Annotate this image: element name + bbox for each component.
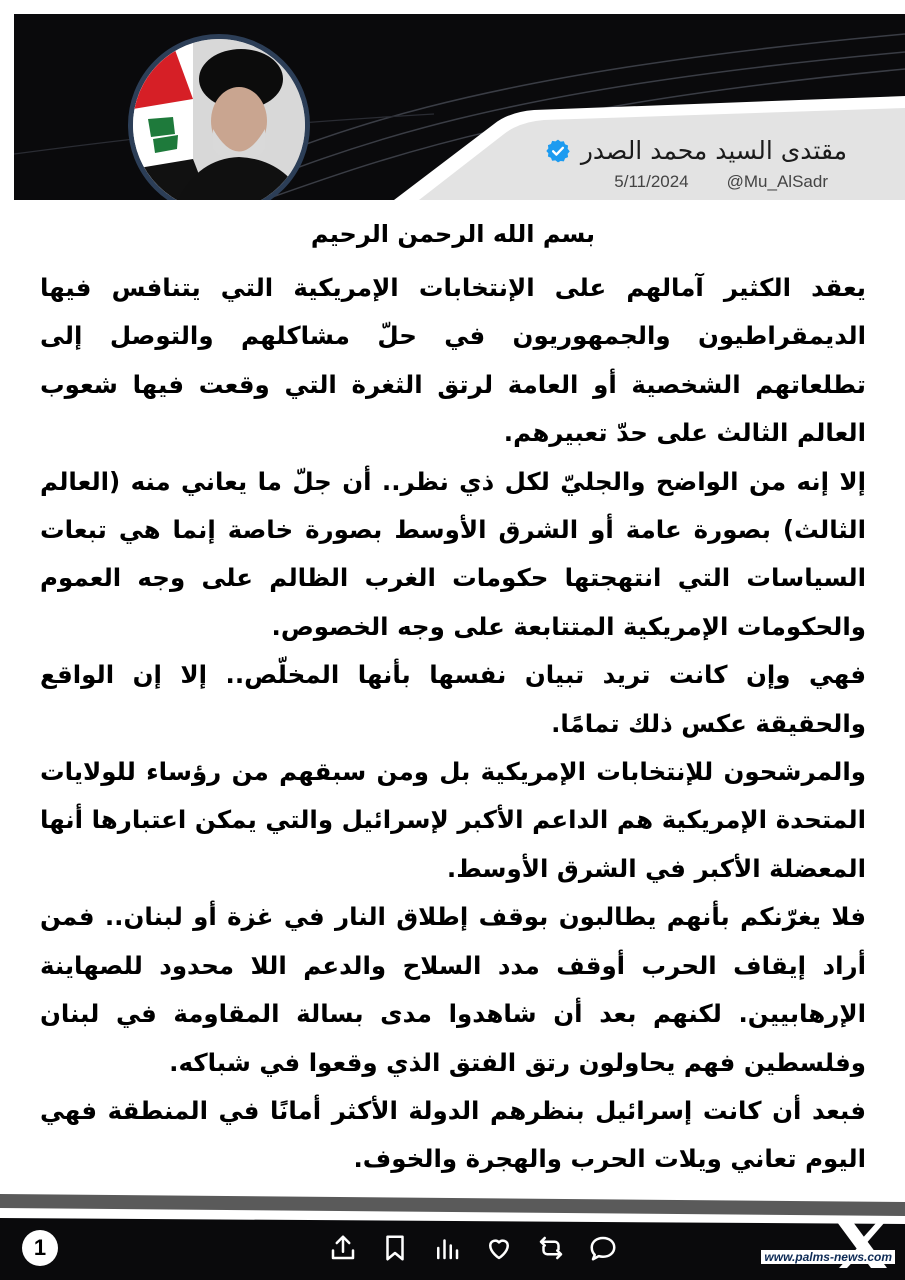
paragraph: فبعد أن كانت إسرائيل بنظرهم الدولة الأكثر أمانًا في المنطقة فهي اليوم تعاني ويلات الحرب والهجرة والخوف. [40, 1095, 866, 1174]
user-handle[interactable]: @Mu_AlSadr [726, 172, 828, 191]
post-text [40, 264, 866, 1184]
action-bar [328, 1233, 618, 1263]
page-number: 1 [22, 1230, 58, 1266]
repost-icon[interactable] [536, 1233, 566, 1263]
share-icon[interactable] [328, 1233, 358, 1263]
paragraph: فهي وإن كانت تريد تبيان نفسها بأنها المخلّص.. إلا إن الواقع والحقيقة عكس ذلك تمامًا. [40, 660, 866, 738]
post-date: 5/11/2024 [614, 172, 689, 191]
watermark-site: www.palms-news.com [761, 1250, 895, 1264]
paragraph: يعقد الكثير آمالهم على الإنتخابات الإمريكية التي يتنافس فيها الديمقراطيون والجمهوريون في حلّ مشاكلهم والتوصل إلى تطلعاتهم الشخصية أو العامة لرتق الثغرة التي وقعت فيها شعوب العالم الثالث على حدّ تعبيرهم. [40, 273, 866, 448]
paragraph: والمرشحون للإنتخابات الإمريكية بل ومن سبقهم من رؤساء للولايات المتحدة الإمريكية هم الداعم الأكبر لإسرائيل والتي يمكن اعتبارها أنها المعضلة الأكبر في الشرق الأوسط. [40, 757, 866, 883]
verified-badge-icon [545, 138, 571, 164]
meta-row [614, 172, 828, 192]
reply-icon[interactable] [588, 1233, 618, 1263]
display-name[interactable]: مقتدى السيد محمد الصدر [580, 136, 847, 165]
bookmark-icon[interactable] [380, 1233, 410, 1263]
paragraph: فلا يغرّنكم بأنهم يطالبون بوقف إطلاق النار في غزة أو لبنان.. فمن أراد إيقاف الحرب أوقف مدد السلاح والدعم اللا محدود للصهاينة الإرهابيين. لكنهم بعد أن شاهدوا مدى بسالة المقاومة في لبنان وفلسطين فهم يحاولون رتق الفتق الذي وقعوا في شباكه. [40, 902, 866, 1077]
tweet-body [40, 214, 866, 1184]
like-icon[interactable] [484, 1233, 514, 1263]
views-icon[interactable] [432, 1233, 462, 1263]
avatar-image [133, 39, 305, 200]
paragraph: إلا إنه من الواضح والجليّ لكل ذي نظر.. أن جلّ ما يعاني منه (العالم الثالث) بصورة عامة أو الشرق الأوسط بصورة خاصة إنما هي تبعات السياسات التي انتهجتها حكومات الغرب الظالم على وجه العموم والحكومات الإمريكية المتتابعة على وجه الخصوص. [40, 466, 866, 641]
profile-header [14, 14, 905, 200]
basmala-title: بسم الله الرحمن الرحيم [310, 220, 596, 248]
name-row [545, 136, 847, 165]
